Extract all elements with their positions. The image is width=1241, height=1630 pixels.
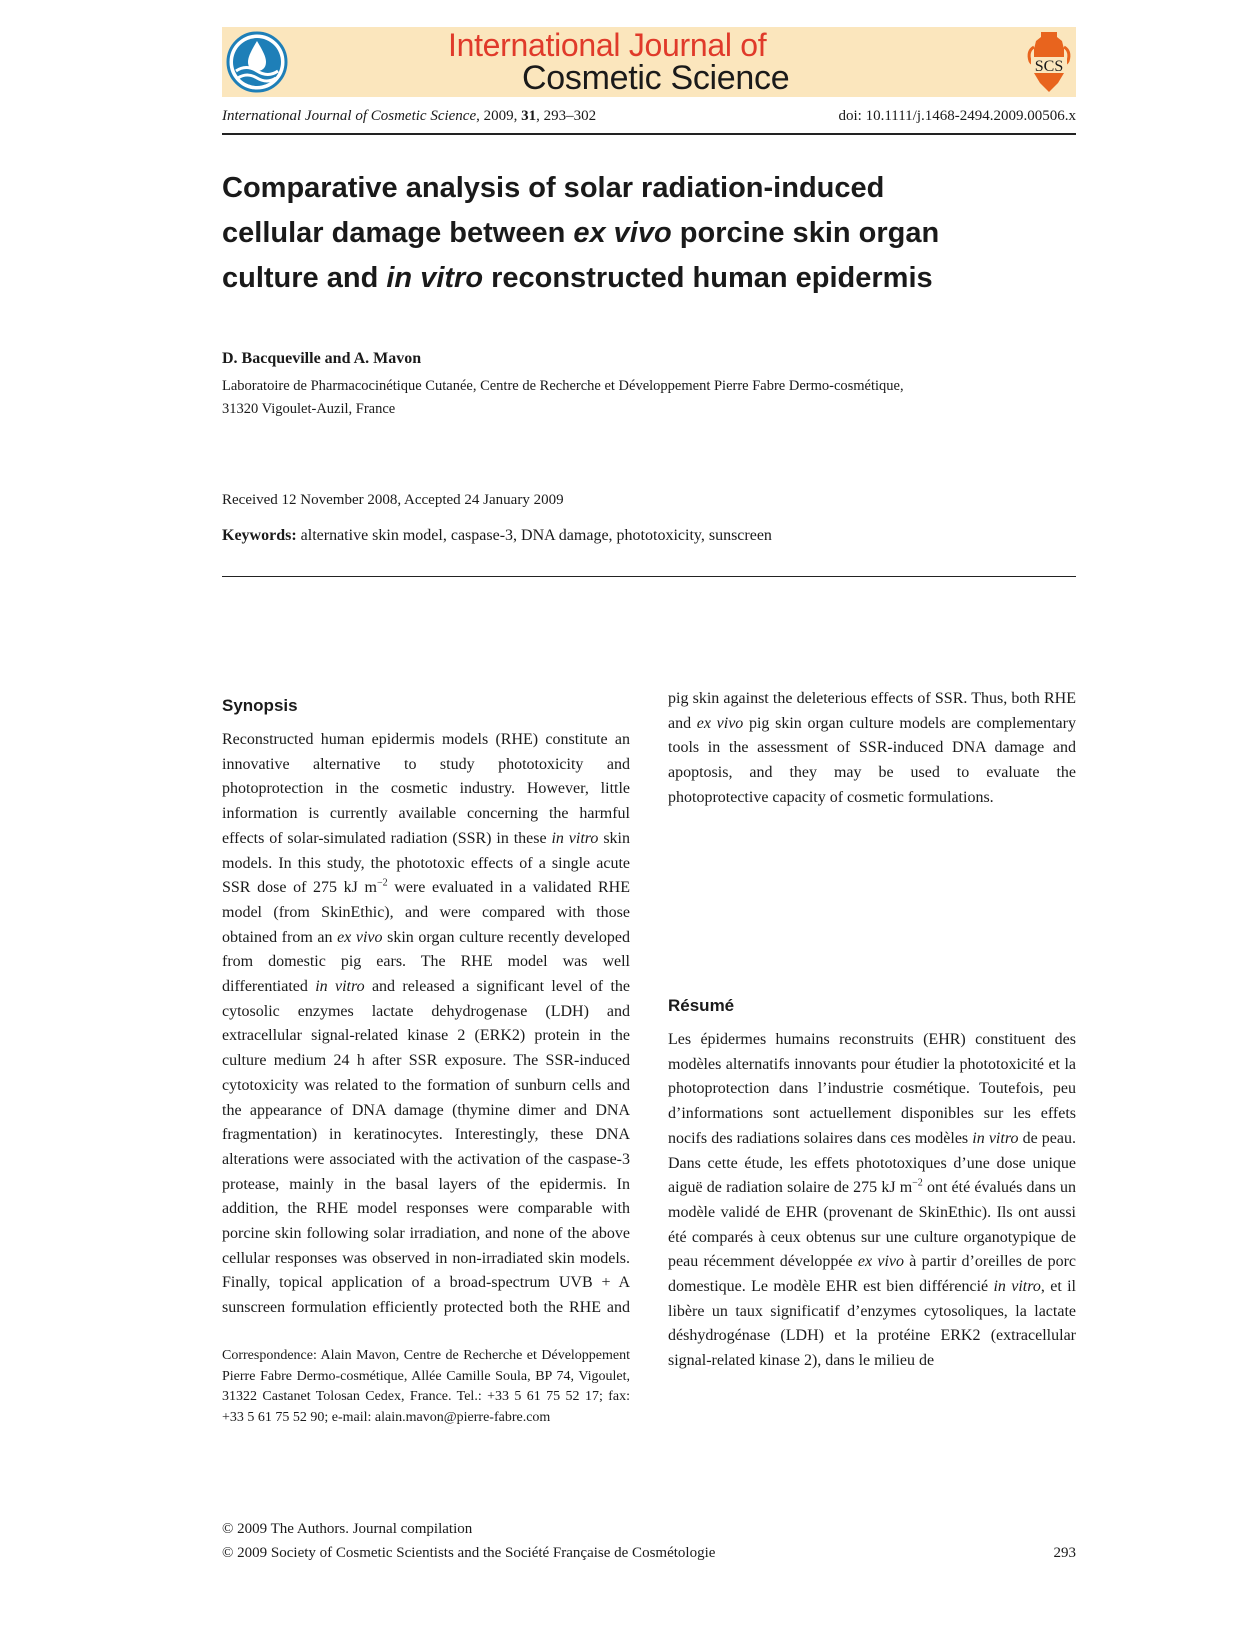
- scs-logo-text: SCS: [1034, 58, 1064, 75]
- keywords: [222, 527, 772, 545]
- title-line-2-italic: ex vivo: [573, 217, 672, 249]
- synopsis-paragraph-continued: [668, 684, 1076, 810]
- synopsis-text-3: were evaluated in a validated RHE model (from SkinEthic), and were compared with those obtained from an: [222, 879, 630, 946]
- title-line-2a: cellular damage between: [222, 217, 574, 249]
- resume-text-5: , et il libère un taux significatif d’enzymes cytosoliques, la lactate déshydrogénase (LDH) et la protéine ERK2 (extracellular signal-related kinase 2), dans le milieu de: [668, 1278, 1076, 1370]
- resume-text-2: de peau. Dans cette étude, les effets phototoxiques d’une dose unique aiguë de radiation solaire de 275 kJ m: [668, 1129, 1076, 1197]
- header-rule: [222, 133, 1076, 135]
- synopsis-exponent: −2: [376, 877, 388, 889]
- citation-pages: , 293–302: [536, 108, 597, 124]
- synopsis-column: [222, 694, 630, 1318]
- title-line-2b: porcine skin organ: [671, 217, 940, 249]
- resume-text-3: ont été évalués dans un modèle validé de EHR (provenant de SkinEthic). Ils ont aussi été comparés à ceux obtenus sur une culture organotypique de peau récemment développée: [668, 1179, 1076, 1271]
- title-line-2: [222, 211, 1076, 256]
- synopsis-paragraph: [222, 728, 630, 1318]
- citation-left: [222, 106, 596, 126]
- affiliation-line-1: Laboratoire de Pharmacocinétique Cutanée, Centre de Recherche et Développement Pierre Fabre Dermo-cosmétique,: [222, 378, 904, 394]
- title-line-3b: reconstructed human epidermis: [483, 262, 933, 294]
- copyright-line-1: © 2009 The Authors. Journal compilation: [222, 1521, 473, 1537]
- synopsis-text-5-cont: pig skin against the deleterious effects of SSR. Thus, both RHE and: [668, 689, 1076, 732]
- synopsis-continuation: [668, 684, 1076, 954]
- affiliation: [222, 375, 1076, 421]
- resume-text-1: Les épidermes humains reconstruits (EHR) constituent des modèles alternatifs innovants pour étudier la phototoxicité et la photoprotection dans l’industrie cosmétique. Toutefois, peu d’informations sont actuellement disponibles sur les effets nocifs des radiations solaires dans ces modèles: [668, 1031, 1076, 1147]
- banner-title-line1: International Journal of: [448, 27, 767, 63]
- citation-doi: doi: 10.1111/j.1468-2494.2009.00506.x: [838, 108, 1076, 124]
- synopsis-heading: Synopsis: [222, 696, 298, 715]
- synopsis-text-4: skin organ culture recently developed from domestic pig ears. The RHE model was well differentiated: [222, 928, 630, 996]
- article-title: [222, 166, 1076, 301]
- journal-logo-icon: [226, 31, 288, 93]
- resume-italic-3: in vitro: [993, 1278, 1041, 1296]
- section-rule: [222, 576, 1076, 577]
- title-line-3: [222, 256, 1076, 301]
- correspondence-note: Correspondence: Alain Mavon, Centre de Recherche et Développement Pierre Fabre Dermo-cosmétique, Allée Camille Soula, BP 74, Vigoulet, 31322 Castanet Tolosan Cedex, France. Tel.: +33 5 61 75 52 17; fax: +33 5 61 75 52 90; e-mail: alain.mavon@pierre-fabre.com: [222, 1348, 630, 1425]
- resume-text-4: à partir d’oreilles de porc domestique. Le modèle EHR est bien différencié: [668, 1253, 1077, 1296]
- synopsis-italic-2: ex vivo: [337, 928, 383, 946]
- synopsis-italic-1: in vitro: [551, 829, 599, 847]
- resume-italic-2: ex vivo: [857, 1253, 905, 1271]
- title-line-1: Comparative analysis of solar radiation-induced: [222, 172, 885, 204]
- received-dates: Received 12 November 2008, Accepted 24 January 2009: [222, 492, 564, 508]
- banner-title-line2: Cosmetic Science: [522, 59, 790, 97]
- copyright-line-2: © 2009 Society of Cosmetic Scientists and the Société Française de Cosmétologie: [222, 1545, 716, 1561]
- title-line-3-italic: in vitro: [386, 262, 484, 294]
- journal-banner: [222, 27, 1076, 97]
- keywords-label: Keywords:: [222, 527, 297, 544]
- citation-year: , 2009,: [476, 108, 522, 124]
- resume-exponent: −2: [912, 1177, 923, 1189]
- synopsis-italic-3: in vitro: [315, 978, 365, 996]
- synopsis-text-1: Reconstructed human epidermis models (RHE) constitute an innovative alternative to study phototoxicity and photoprotection in the cosmetic industry. However, little information is currently available concerning the harmful effects of solar-simulated radiation (SSR) in these: [222, 731, 630, 847]
- title-line-3a: culture and: [222, 262, 387, 294]
- resume-paragraph: [668, 1028, 1076, 1374]
- synopsis-italic-4-cont: ex vivo: [696, 714, 744, 732]
- citation-volume: 31: [521, 108, 537, 124]
- synopsis-text-6-cont: pig skin organ culture models are complementary tools in the assessment of SSR-induced DNA damage and apoptosis, and they may be used to evaluate the photoprotective capacity of cosmetic formulations.: [668, 714, 1076, 806]
- page-number: 293: [1053, 1545, 1076, 1561]
- author-list: D. Bacqueville and A. Mavon: [222, 350, 422, 367]
- keywords-text: alternative skin model, caspase-3, DNA damage, phototoxicity, sunscreen: [296, 527, 772, 544]
- synopsis-text-5: and released a significant level of the cytosolic enzymes lactate dehydrogenase (LDH) and extracellular signal-related kinase 2 (ERK2) protein in the culture medium 24 h after SSR exposure. The SSR-induced cytotoxicity was related to the formation of sunburn cells and the appearance of DNA damage (thymine dimer and DNA fragmentation) in keratinocytes. Interestingly, these DNA alterations were associated with the activation of the caspase-3 protease, mainly in the basal layers of the epidermis. In addition, the RHE model responses were comparable with porcine skin following solar irradiation, and none of the above cellular responses was observed in non-irradiated skin models. Finally, topical application of a broad-spectrum UVB + A sunscreen formulation efficiently protected both the RHE and: [222, 978, 630, 1317]
- resume-block: [668, 994, 1076, 1374]
- scs-society-logo-icon: [1024, 29, 1074, 95]
- citation-journal: International Journal of Cosmetic Science: [222, 108, 477, 124]
- page-footer: [222, 1517, 1076, 1565]
- resume-heading: Résumé: [668, 996, 735, 1015]
- affiliation-line-2: 31320 Vigoulet-Auzil, France: [222, 401, 396, 417]
- resume-italic-1: in vitro: [972, 1129, 1019, 1147]
- synopsis-text-2: skin models. In this study, the phototoxic effects of a single acute SSR dose of 275 kJ m: [222, 829, 630, 897]
